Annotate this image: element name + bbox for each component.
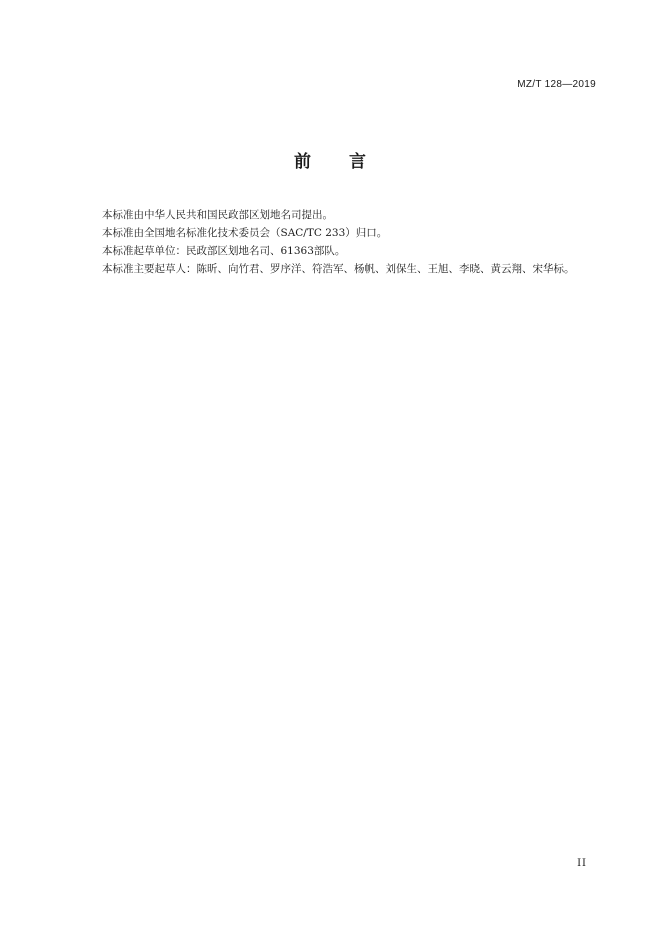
paragraph-proposer: 本标准由中华人民共和国民政部区划地名司提出。 — [102, 209, 333, 221]
page-number: II — [577, 858, 587, 869]
paragraph-committee: 本标准由全国地名标准化技术委员会（SAC/TC 233）归口。 — [102, 227, 388, 239]
title-char-1: 前 — [294, 152, 313, 172]
paragraph-drafting-units: 本标准起草单位：民政部区划地名司、61363部队。 — [102, 245, 346, 257]
page-title — [0, 147, 662, 172]
title-char-2: 言 — [349, 152, 368, 172]
standard-code: MZ/T 128—2019 — [517, 79, 596, 90]
foreword-body — [81, 206, 601, 278]
paragraph-drafters: 本标准主要起草人：陈昕、向竹君、罗序洋、符浩军、杨帆、刘保生、王旭、李晓、黄云翔、宋华标。 — [102, 263, 575, 275]
